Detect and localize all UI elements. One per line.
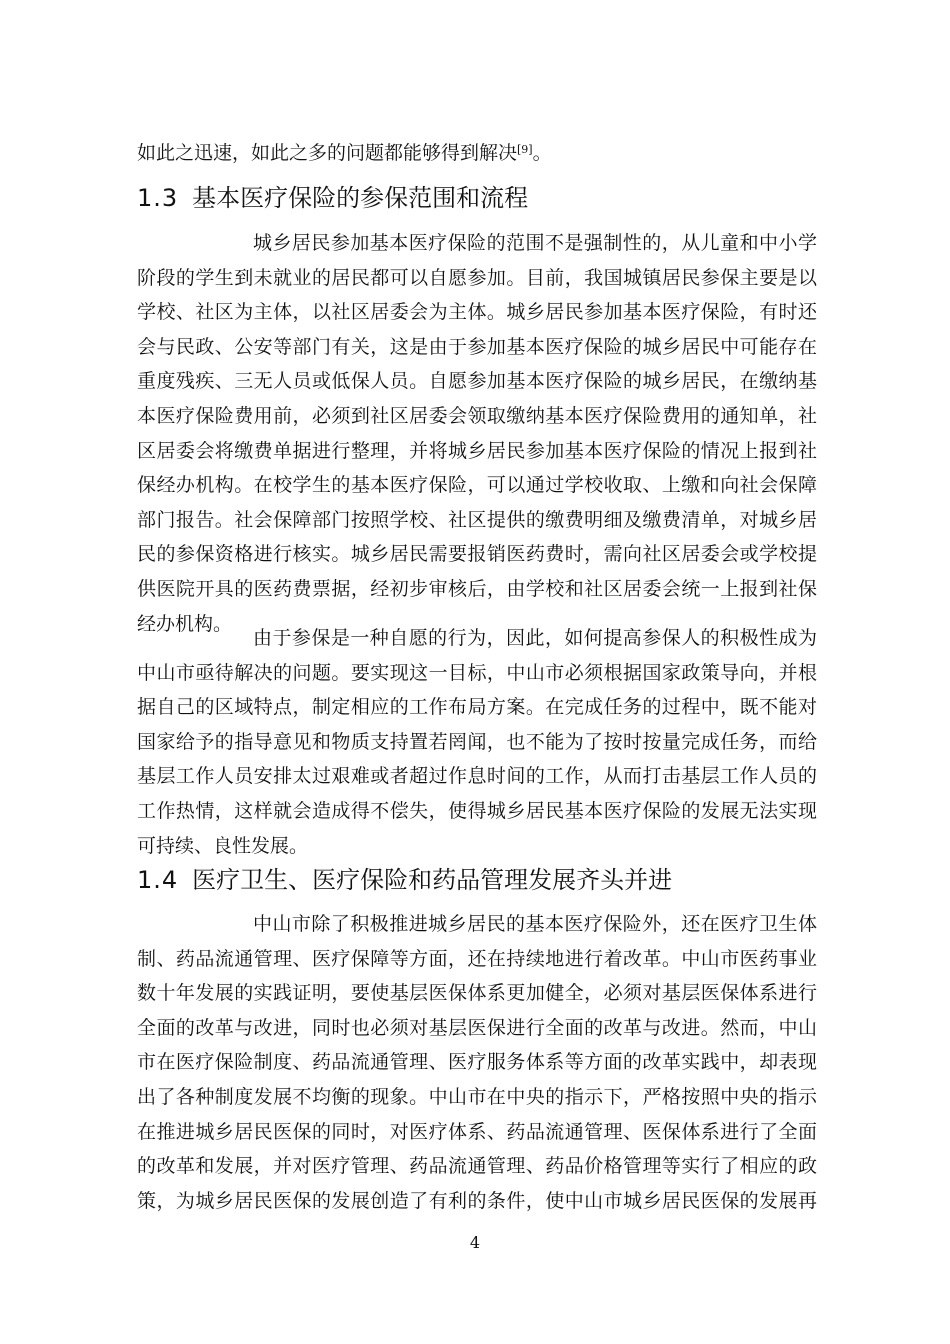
text-line: 在推进城乡居民医保的同时，对医疗体系、药品流通管理、医保体系进行了全面: [137, 1120, 817, 1143]
section-number: 1.3: [137, 184, 179, 212]
section-number: 1.4: [137, 866, 179, 894]
section-heading-1-3: [137, 181, 817, 215]
text-line: 经办机构。: [137, 612, 233, 635]
text-line: 供医院开具的医药费票据，经初步审核后，由学校和社区居委会统一上报到社保: [137, 577, 817, 600]
text-line: 策，为城乡居民医保的发展创造了有利的条件，使中山市城乡居民医保的发展再: [137, 1189, 817, 1212]
text-line: 由于参保是一种自愿的行为，因此，如何提高参保人的积极性成为: [253, 627, 817, 649]
intro-text: 如此之迅速，如此之多的问题都能够得到解决: [137, 142, 518, 164]
text-line: 全面的改革与改进，同时也必须对基层医保进行全面的改革与改进。然而，中山: [137, 1016, 817, 1039]
text-line: 中山市亟待解决的问题。要实现这一目标，中山市必须根据国家政策导向，并根: [137, 661, 817, 684]
text-line: 部门报告。社会保障部门按照学校、社区提供的缴费明细及缴费清单，对城乡居: [137, 508, 817, 531]
text-line: 会与民政、公安等部门有关，这是由于参加基本医疗保险的城乡居民中可能存在: [137, 335, 817, 358]
section-1-3-paragraph-2: [137, 621, 817, 863]
text-line: 重度残疾、三无人员或低保人员。自愿参加基本医疗保险的城乡居民，在缴纳基: [137, 370, 817, 393]
text-line: 民的参保资格进行核实。城乡居民需要报销医药费时，需向社区居委会或学校提: [137, 543, 817, 566]
text-line: 工作热情，这样就会造成得不偿失，使得城乡居民基本医疗保险的发展无法实现: [137, 799, 817, 822]
text-line: 本医疗保险费用前，必须到社区居委会领取缴纳基本医疗保险费用的通知单，社: [137, 404, 817, 427]
text-line: 数十年发展的实践证明，要使基层医保体系更加健全，必须对基层医保体系进行: [137, 982, 817, 1005]
citation-marker[interactable]: [9]: [517, 143, 533, 156]
text-line: 城乡居民参加基本医疗保险的范围不是强制性的，从儿童和中小学: [253, 232, 817, 254]
text-line: 保经办机构。在校学生的基本医疗保险，可以通过学校收取、上缴和向社会保障: [137, 474, 817, 497]
page-number: 4: [469, 1233, 481, 1252]
text-line: 国家给予的指导意见和物质支持置若罔闻，也不能为了按时按量完成任务，而给: [137, 730, 817, 753]
text-line: 阶段的学生到未就业的居民都可以自愿参加。目前，我国城镇居民参保主要是以: [137, 266, 817, 289]
text-line: 市在医疗保险制度、药品流通管理、医疗服务体系等方面的改革实践中，却表现: [137, 1051, 817, 1074]
text-line: 学校、社区为主体，以社区居委会为主体。城乡居民参加基本医疗保险，有时还: [137, 301, 817, 324]
section-1-4-paragraph-1: [137, 907, 817, 1218]
text-line: 基层工作人员安排太过艰难或者超过作息时间的工作，从而打击基层工作人员的: [137, 765, 817, 788]
text-line: 区居委会将缴费单据进行整理，并将城乡居民参加基本医疗保险的情况上报到社: [137, 439, 817, 462]
section-1-3-paragraph-1: [137, 226, 817, 641]
text-line: 可持续、良性发展。: [137, 834, 309, 857]
text-line: 出了各种制度发展不均衡的现象。中山市在中央的指示下，严格按照中央的指示: [137, 1085, 817, 1108]
intro-line: [137, 134, 817, 169]
text-line: 中山市除了积极推进城乡居民的基本医疗保险外，还在医疗卫生体: [253, 913, 817, 935]
text-line: 制、药品流通管理、医疗保障等方面，还在持续地进行着改革。中山市医药事业: [137, 947, 817, 970]
intro-end: 。: [532, 142, 552, 164]
text-line: 据自己的区域特点，制定相应的工作布局方案。在完成任务的过程中，既不能对: [137, 696, 817, 719]
text-line: 的改革和发展，并对医疗管理、药品流通管理、药品价格管理等实行了相应的政: [137, 1155, 817, 1178]
section-title: 医疗卫生、医疗保险和药品管理发展齐头并进: [192, 866, 673, 894]
section-title: 基本医疗保险的参保范围和流程: [192, 184, 529, 212]
section-heading-1-4: [137, 863, 817, 897]
